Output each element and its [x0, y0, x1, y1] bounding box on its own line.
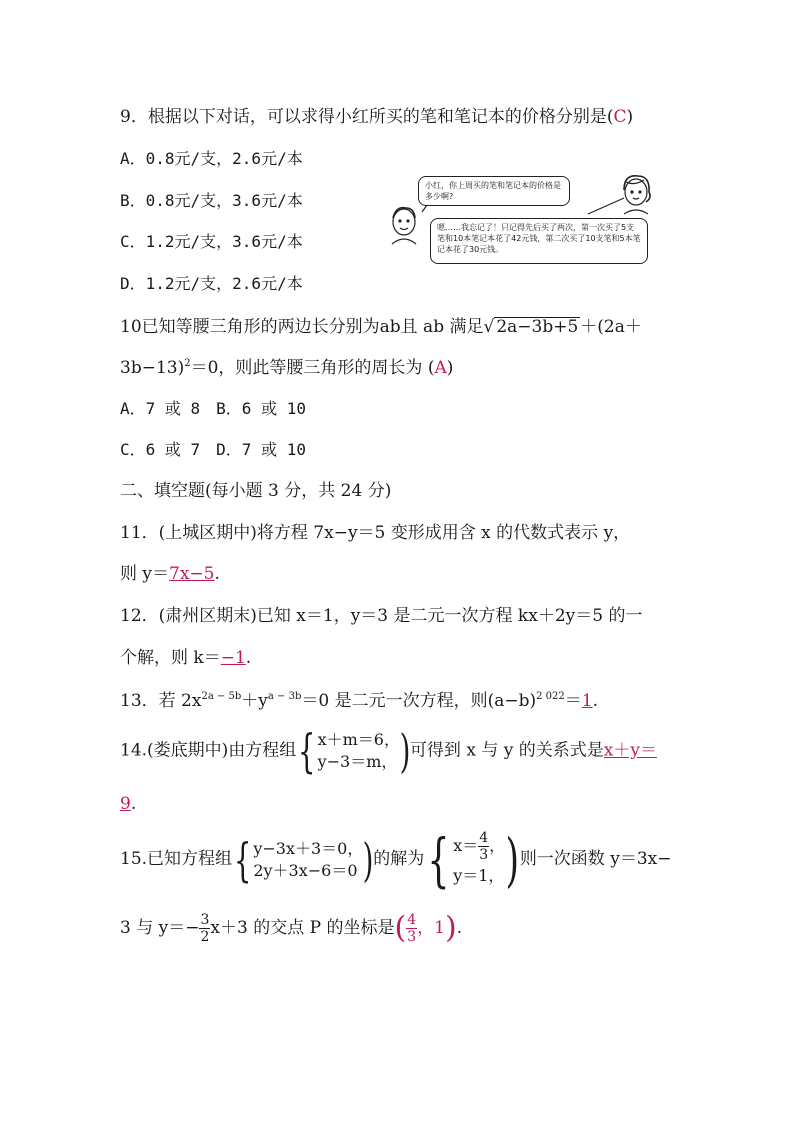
q11-line2: 则 y＝7x−5.: [120, 564, 220, 584]
sqrt-symbol: √ 2a−3b+5: [483, 317, 579, 337]
boy-figure: [392, 208, 416, 244]
q15-system: { y−3x＋3＝0， 2y＋3x−6＝0 ): [233, 832, 374, 887]
q14-line2: 9.: [120, 794, 137, 814]
q14-line1: 14.(娄底期中)由方程组 { x＋m＝6， y−3＝m， ) 可得到 x 与 y 的关系式是x＋y＝: [120, 724, 657, 778]
q10-options-row2: C．6 或 7 D．7 或 10: [120, 440, 306, 459]
q13-line: 13．若 $2x^{2a - 5b}+y^{a - 3b}=0$ 是二元一次方程，则$(a-b)^{2 022}=1$.: [120, 691, 598, 711]
q9-option-a: A．0.8元/支，2.6元/本: [120, 149, 303, 168]
q15-line2: 3 与 y＝− $\frac{3}{2}$ x＋3 的交点 P 的坐标是( $\frac{4}{3}$ ，1).: [120, 910, 463, 946]
q9-option-b: B．0.8元/支，3.6元/本: [120, 191, 303, 210]
q12-line1: 12．(肃州区期末)已知 x＝1，y＝3 是二元一次方程 kx＋2y＝5 的一: [120, 606, 643, 626]
girl-figure: [624, 176, 650, 214]
q12-line2: 个解，则 k＝−1.: [120, 648, 252, 668]
q10-line1: 10已知等腰三角形的两边长分别为ab且 ab 满足√ 2a−3b+5 ＋(2a＋: [120, 317, 642, 337]
q9-option-c: C．1.2元/支，3.6元/本: [120, 232, 303, 251]
q10-options-row1: A．7 或 8 B．6 或 10: [120, 399, 306, 418]
q9-option-d: D．1.2元/支，2.6元/本: [120, 274, 303, 293]
q11-answer: 7x−5: [169, 564, 215, 584]
q14-answer-part1: x＋y＝: [603, 740, 657, 761]
q15-solution: { x＝ $\frac{4}{3}$ ， y＝1， ): [427, 825, 520, 894]
q11-line1: 11．(上城区期中)将方程 7x−y＝5 变形成用含 x 的代数式表示 y，: [120, 523, 631, 543]
section-heading: 二、填空题(每小题 3 分，共 24 分): [120, 481, 392, 501]
q15-slope-fraction: $\frac{3}{2}$: [200, 912, 210, 945]
q15-line1: 15.已知方程组 { y−3x＋3＝0， 2y＋3x−6＝0 ) 的解为 { x＝ $\frac{4}{3}$ ， y＝1， ) 则一次函数 y＝3x−: [120, 825, 672, 894]
q14-system: { x＋m＝6， y−3＝m， ): [298, 724, 411, 778]
q13-answer: 1: [581, 691, 593, 711]
dialogue-illustration: [388, 168, 656, 276]
q9-answer: C: [613, 107, 627, 127]
bubble-answer: 嗯……我忘记了！只记得先后买了两次，第一次买了5支笔和10本笔记本花了42元钱，第二次买了10支笔和5本笔记本花了30元钱。: [430, 218, 648, 264]
bubble-question: 小红，你上周买的笔和笔记本的价格是多少啊?: [418, 176, 570, 206]
q14-answer-part2: 9: [120, 794, 131, 814]
q12-answer: −1: [220, 648, 246, 668]
q10-line2: 3b−13)$^2$＝0，则此等腰三角形的周长为 (A): [120, 358, 454, 378]
q10-answer: A: [434, 358, 447, 378]
q15-answer: ( $\frac{4}{3}$ ，1): [394, 910, 457, 946]
q9-stem: 9．根据以下对话，可以求得小红所买的笔和笔记本的价格分别是(C): [120, 107, 634, 127]
